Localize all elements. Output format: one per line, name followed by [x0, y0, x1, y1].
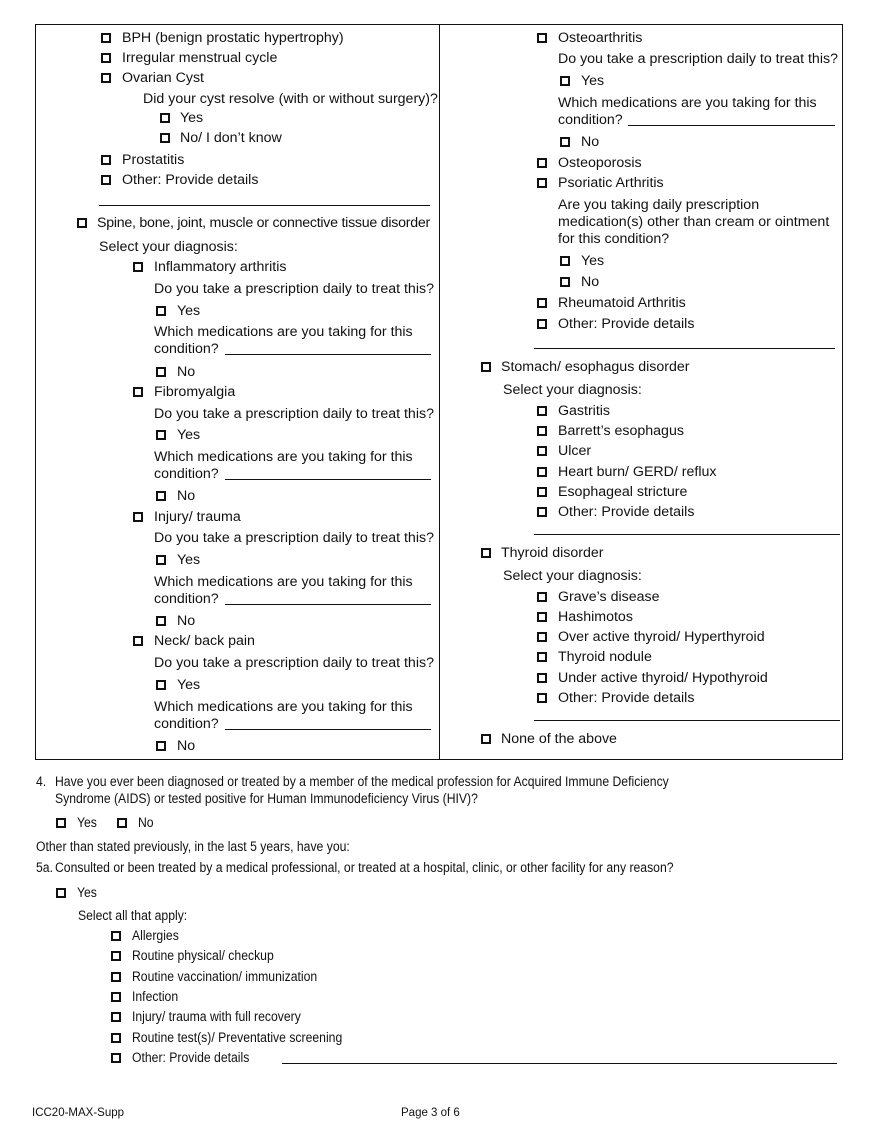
- details-line[interactable]: [534, 534, 840, 535]
- checkbox-osteoporosis[interactable]: [537, 158, 547, 168]
- category-label: Spine, bone, joint, muscle or connective tissue disorder: [97, 215, 430, 231]
- checkbox-hashimotos[interactable]: [537, 612, 547, 622]
- page-number: Page 3 of 6: [401, 1107, 460, 1119]
- checkbox-cyst-no[interactable]: [160, 133, 170, 143]
- checkbox-q4-yes[interactable]: [56, 818, 66, 828]
- diagnosis-label: Inflammatory arthritis: [154, 259, 287, 275]
- meds-input-line[interactable]: [225, 354, 431, 355]
- prescription-question: Do you take a prescription daily to treat this?: [154, 281, 434, 297]
- select-prompt: Select your diagnosis:: [503, 568, 642, 584]
- checkbox-other[interactable]: [537, 319, 547, 329]
- checkbox-routine-physical[interactable]: [111, 951, 121, 961]
- checkbox-routine-vaccination[interactable]: [111, 972, 121, 982]
- prescription-question: Do you take a prescription daily to treat this?: [154, 530, 434, 546]
- meds-question: Which medications are you taking for this: [558, 95, 817, 111]
- details-input-line[interactable]: [282, 1063, 837, 1064]
- option-label: Yes: [77, 885, 97, 901]
- option-label: Allergies: [132, 928, 179, 944]
- question-text: Have you ever been diagnosed or treated by a member of the medical profession for Acquired Immune Deficiency: [55, 774, 669, 790]
- checkbox-yes[interactable]: [156, 306, 166, 316]
- option-label: No: [177, 488, 196, 504]
- select-prompt: Select your diagnosis:: [503, 382, 642, 398]
- question-text: Consulted or been treated by a medical professional, or treated at a hospital, clinic, or other facility for any reason?: [55, 860, 674, 876]
- meds-question: condition?: [154, 716, 219, 732]
- cyst-question: Did your cyst resolve (with or without surgery)?: [143, 91, 438, 107]
- diagnosis-label: Osteoarthritis: [558, 30, 643, 46]
- checkbox-no[interactable]: [156, 741, 166, 751]
- question-number: 5a.: [36, 860, 53, 876]
- checkbox-no[interactable]: [560, 277, 570, 287]
- checkbox-none-of-above[interactable]: [481, 734, 491, 744]
- details-line[interactable]: [534, 720, 840, 721]
- checkbox-prostatitis[interactable]: [101, 155, 111, 165]
- prescription-question: Do you take a prescription daily to treat this?: [154, 655, 434, 671]
- option-label: Other: Provide details: [558, 316, 695, 332]
- checkbox-hypothyroid[interactable]: [537, 673, 547, 683]
- checkbox-q4-no[interactable]: [117, 818, 127, 828]
- select-prompt: Select all that apply:: [78, 908, 188, 924]
- category-label: Thyroid disorder: [501, 545, 604, 561]
- option-label: Yes: [177, 552, 201, 568]
- meds-question: condition?: [154, 591, 219, 607]
- option-label: Yes: [180, 110, 204, 126]
- select-prompt: Select your diagnosis:: [99, 239, 238, 255]
- details-line[interactable]: [534, 348, 835, 349]
- diagnosis-label: Heart burn/ GERD/ reflux: [558, 464, 717, 480]
- checkbox-inflammatory-arthritis[interactable]: [133, 262, 143, 272]
- checkbox-yes[interactable]: [156, 430, 166, 440]
- diagnosis-label: Psoriatic Arthritis: [558, 175, 664, 191]
- option-label: None of the above: [501, 731, 617, 747]
- checkbox-other[interactable]: [537, 693, 547, 703]
- diagnosis-label: Hashimotos: [558, 609, 633, 625]
- meds-input-line[interactable]: [628, 125, 835, 126]
- checkbox-yes[interactable]: [156, 680, 166, 690]
- question-text: Syndrome (AIDS) or tested positive for Human Immunodeficiency Virus (HIV)?: [55, 791, 478, 807]
- meds-input-line[interactable]: [225, 479, 431, 480]
- checkbox-spine-disorder[interactable]: [77, 218, 87, 228]
- option-label: Routine test(s)/ Preventative screening: [132, 1030, 343, 1046]
- meds-question: condition?: [558, 112, 623, 128]
- checkbox-bph[interactable]: [101, 33, 111, 43]
- checkbox-ulcer[interactable]: [537, 446, 547, 456]
- option-label: Prostatitis: [122, 152, 185, 168]
- option-label: Other: Provide details: [558, 504, 695, 520]
- option-label: Routine vaccination/ immunization: [132, 969, 318, 985]
- option-label: Yes: [177, 427, 201, 443]
- checkbox-injury-full-recovery[interactable]: [111, 1012, 121, 1022]
- option-label: Other: Provide details: [558, 690, 695, 706]
- checkbox-no[interactable]: [560, 137, 570, 147]
- option-label: No: [177, 613, 196, 629]
- meds-question: Which medications are you taking for this: [154, 324, 413, 340]
- option-label: Other: Provide details: [132, 1050, 250, 1066]
- meds-input-line[interactable]: [225, 604, 431, 605]
- details-line[interactable]: [99, 205, 430, 206]
- checkbox-yes[interactable]: [560, 76, 570, 86]
- checkbox-irregular-menstrual[interactable]: [101, 53, 111, 63]
- option-label: No: [581, 274, 600, 290]
- diagnosis-label: Esophageal stricture: [558, 484, 688, 500]
- meds-question: condition?: [154, 466, 219, 482]
- checkbox-yes[interactable]: [560, 256, 570, 266]
- section-intro: Other than stated previously, in the last 5 years, have you:: [36, 839, 350, 855]
- form-id: ICC20-MAX-Supp: [32, 1107, 125, 1119]
- checkbox-neck-back-pain[interactable]: [133, 636, 143, 646]
- checkbox-routine-tests[interactable]: [111, 1033, 121, 1043]
- checkbox-no[interactable]: [156, 491, 166, 501]
- checkbox-esophageal-stricture[interactable]: [537, 487, 547, 497]
- checkbox-graves[interactable]: [537, 592, 547, 602]
- option-label: No: [177, 738, 196, 754]
- checkbox-gastritis[interactable]: [537, 406, 547, 416]
- meds-question: Which medications are you taking for this: [154, 449, 413, 465]
- option-label: Yes: [177, 677, 201, 693]
- column-divider: [439, 24, 440, 760]
- checkbox-barretts[interactable]: [537, 426, 547, 436]
- checkbox-thyroid-disorder[interactable]: [481, 548, 491, 558]
- option-label: Yes: [177, 303, 201, 319]
- option-label: Yes: [581, 73, 605, 89]
- option-label: No: [138, 815, 154, 831]
- question-number: 4.: [36, 774, 47, 790]
- option-label: Ovarian Cyst: [122, 70, 204, 86]
- prescription-question: Do you take a prescription daily to treat this?: [154, 406, 434, 422]
- option-label: Injury/ trauma with full recovery: [132, 1009, 301, 1025]
- option-label: Routine physical/ checkup: [132, 948, 274, 964]
- meds-question: Which medications are you taking for this: [154, 699, 413, 715]
- checkbox-fibromyalgia[interactable]: [133, 387, 143, 397]
- option-label: No: [581, 134, 600, 150]
- diagnosis-label: Rheumatoid Arthritis: [558, 295, 686, 311]
- checkbox-psoriatic-arthritis[interactable]: [537, 178, 547, 188]
- psoriatic-question: Are you taking daily prescription medication(s) other than cream or ointment for this condition?: [558, 197, 830, 247]
- meds-question: condition?: [154, 341, 219, 357]
- option-label: No/ I don’t know: [180, 130, 282, 146]
- option-label: Yes: [77, 815, 97, 831]
- option-label: BPH (benign prostatic hypertrophy): [122, 30, 344, 46]
- checkbox-rheumatoid-arthritis[interactable]: [537, 298, 547, 308]
- checkbox-thyroid-nodule[interactable]: [537, 652, 547, 662]
- checkbox-no[interactable]: [156, 367, 166, 377]
- option-label: Irregular menstrual cycle: [122, 50, 278, 66]
- diagnosis-label: Injury/ trauma: [154, 509, 241, 525]
- checkbox-q5a-yes[interactable]: [56, 888, 66, 898]
- diagnosis-label: Barrett’s esophagus: [558, 423, 684, 439]
- meds-question: Which medications are you taking for this: [154, 574, 413, 590]
- meds-input-line[interactable]: [225, 729, 431, 730]
- checkbox-ovarian-cyst[interactable]: [101, 73, 111, 83]
- diagnosis-label: Over active thyroid/ Hyperthyroid: [558, 629, 765, 645]
- checkbox-no[interactable]: [156, 616, 166, 626]
- category-label: Stomach/ esophagus disorder: [501, 359, 690, 375]
- option-label: Infection: [132, 989, 179, 1005]
- diagnosis-label: Under active thyroid/ Hypothyroid: [558, 670, 768, 686]
- checkbox-other[interactable]: [111, 1053, 121, 1063]
- checkbox-gerd[interactable]: [537, 467, 547, 477]
- checkbox-hyperthyroid[interactable]: [537, 632, 547, 642]
- diagnosis-label: Gastritis: [558, 403, 611, 419]
- checkbox-infection[interactable]: [111, 992, 121, 1002]
- checkbox-cyst-yes[interactable]: [160, 113, 170, 123]
- diagnosis-label: Thyroid nodule: [558, 649, 652, 665]
- diagnosis-label: Osteoporosis: [558, 155, 642, 171]
- checkbox-other[interactable]: [537, 507, 547, 517]
- checkbox-yes[interactable]: [156, 555, 166, 565]
- diagnosis-label: Grave’s disease: [558, 589, 660, 605]
- diagnosis-label: Neck/ back pain: [154, 633, 255, 649]
- option-label: Other: Provide details: [122, 172, 259, 188]
- checkbox-osteoarthritis[interactable]: [537, 33, 547, 43]
- checkbox-injury-trauma[interactable]: [133, 512, 143, 522]
- prescription-question: Do you take a prescription daily to treat this?: [558, 51, 838, 67]
- checkbox-allergies[interactable]: [111, 931, 121, 941]
- checkbox-other[interactable]: [101, 175, 111, 185]
- option-label: No: [177, 364, 196, 380]
- diagnosis-label: Fibromyalgia: [154, 384, 236, 400]
- option-label: Yes: [581, 253, 605, 269]
- diagnosis-label: Ulcer: [558, 443, 592, 459]
- checkbox-stomach-disorder[interactable]: [481, 362, 491, 372]
